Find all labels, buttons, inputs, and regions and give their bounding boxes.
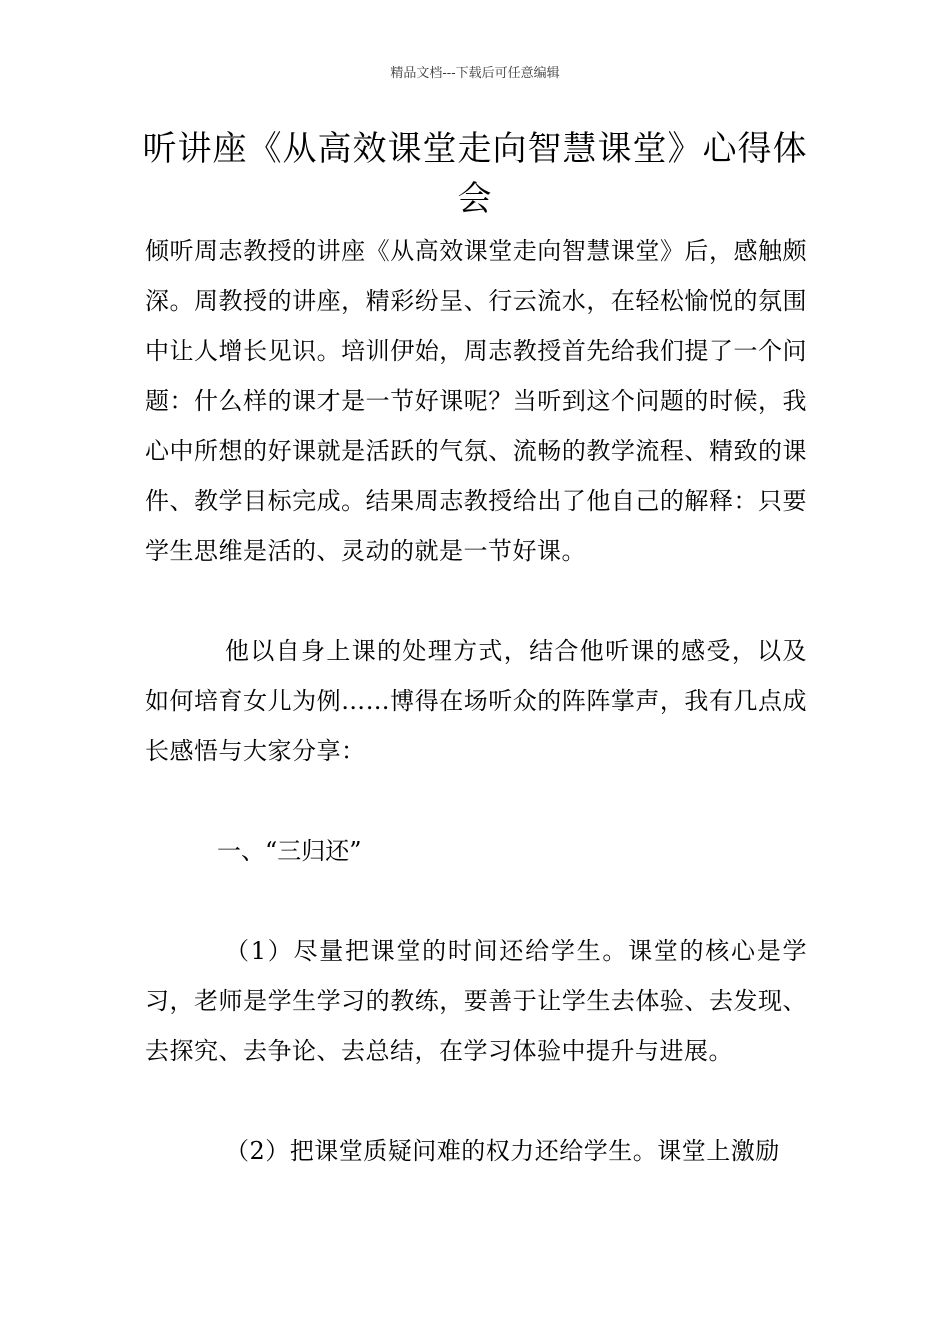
- paragraph-point-2: （2）把课堂质疑问难的权力还给学生。课堂上激励: [225, 1137, 780, 1165]
- document-title: 听讲座《从高效课堂走向智慧课堂》心得体会: [142, 129, 808, 219]
- paragraph-spacer: [145, 776, 807, 826]
- paragraph-point-1: （1）尽量把课堂的时间还给学生。课堂的核心是学习，老师是学生学习的教练，要善于让学生去体验、去发现、去探究、去争论、去总结，在学习体验中提升与进展。: [145, 937, 807, 1065]
- paragraph-spacer: [145, 576, 807, 626]
- section-heading-three-returns: 一、“三归还”: [217, 837, 362, 865]
- paragraph-sharing: 他以自身上课的处理方式，结合他听课的感受，以及如何培育女儿为例……博得在场听众的阵阵掌声，我有几点成长感悟与大家分享：: [145, 637, 807, 765]
- paragraph-spacer: [145, 876, 807, 926]
- document-body: [145, 226, 807, 1176]
- paragraph-spacer: [145, 1076, 807, 1126]
- header-note: 精品文档---下载后可任意编辑: [390, 66, 560, 81]
- paragraph-intro: 倾听周志教授的讲座《从高效课堂走向智慧课堂》后，感触颇深。周教授的讲座，精彩纷呈、行云流水，在轻松愉悦的氛围中让人增长见识。培训伊始，周志教授首先给我们提了一个问题：什么样的课才是一节好课呢？当听到这个问题的时候，我心中所想的好课就是活跃的气氛、流畅的教学流程、精致的课件、教学目标完成。结果周志教授给出了他自己的解释：只要学生思维是活的、灵动的就是一节好课。: [145, 237, 807, 565]
